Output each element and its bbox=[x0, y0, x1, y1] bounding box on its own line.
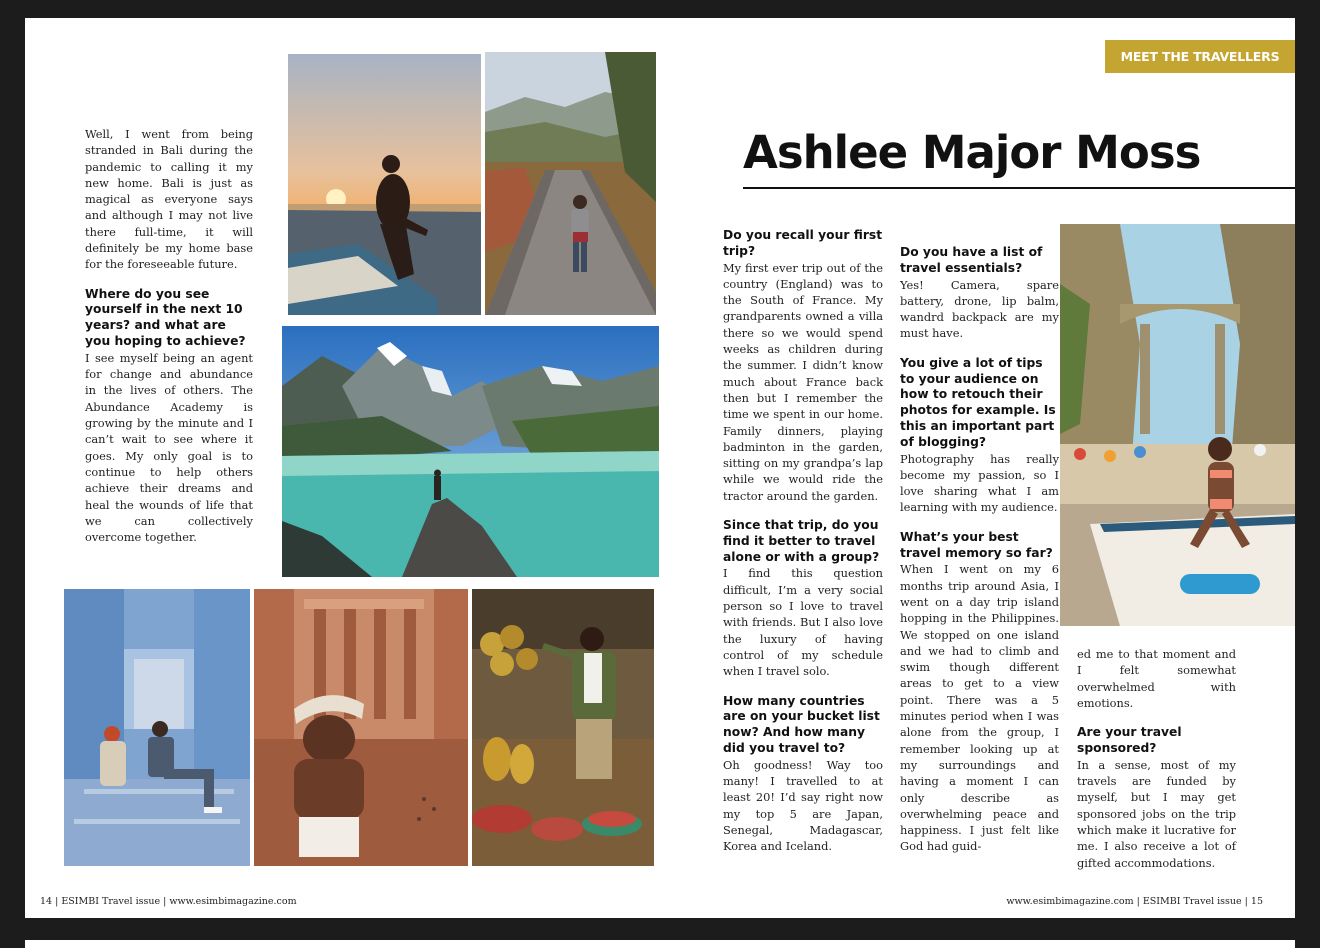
magazine-spread bbox=[25, 18, 1295, 918]
answer-paragraph: When I went on my 6 months trip around Asia, I went on a day trip island hopping in the Philippines. We stopped on one island and we had to climb and swim though different areas to get to a view point. There was a 5 minutes period when I was alone from the group, I remember looking up at my surroundings and having a moment I can only describe as overwhelming peace and happiness. I just felt like God had guid- bbox=[900, 562, 1059, 854]
question-heading: Do you have a list of travel essentials? bbox=[900, 245, 1043, 275]
question-heading: Are your travel sponsored? bbox=[1077, 725, 1182, 755]
title-divider bbox=[743, 187, 1295, 189]
photo-great-wall bbox=[485, 52, 656, 315]
question-heading: What’s your best travel memory so far? bbox=[900, 529, 1053, 560]
photo-sunset-boat bbox=[288, 54, 481, 315]
section-tag: MEET THE TRAVELLERS bbox=[1105, 40, 1295, 73]
article-column-1 bbox=[723, 228, 883, 868]
answer-paragraph: In a sense, most of my travels are funded by myself, but I may get sponsored jobs on the trip which make it lucrative for me. I also receive a lot of gifted accommodations. bbox=[1077, 757, 1236, 870]
question-heading: Since that trip, do you find it better to travel alone or with a group? bbox=[723, 518, 880, 564]
photo-petra bbox=[254, 589, 468, 866]
photo-cliff-beach-boat bbox=[1060, 224, 1295, 626]
answer-paragraph: I see myself being an agent for change and abundance in the lives of others. The Abundance Academy is growing by the minute and I can’t wait to see where it goes. My only goal is to continue to help others achieve their dreams and heal the wounds of life that we can collectively overcome together. bbox=[85, 350, 253, 545]
left-column-text bbox=[85, 126, 253, 559]
article-column-3 bbox=[1077, 646, 1236, 885]
footer-right: www.esimbimagazine.com | ESIMBI Travel issue | 15 bbox=[1006, 896, 1263, 907]
answer-paragraph: I find this question difficult, I’m a very social person so I love to travel with friends. But I also love the luxury of having control of my schedule when I travel solo. bbox=[723, 566, 883, 679]
article-column-2 bbox=[900, 245, 1059, 869]
answer-paragraph: Oh goodness! Way too many! I travelled to at least 20! I’d say right now my top 5 are Japan, Senegal, Madagascar, Korea and Iceland. bbox=[723, 757, 883, 854]
next-page-edge bbox=[25, 940, 1295, 948]
article-title: Ashlee Major Moss bbox=[743, 126, 1201, 179]
footer-left: 14 | ESIMBI Travel issue | www.esimbimagazine.com bbox=[40, 896, 297, 907]
answer-paragraph: My first ever trip out of the country (England) was to the South of France. My grandparents owned a villa there so we would spend weeks as children during the summer. I didn’t know much about France back then but I remember the time we spent in our home. Family dinners, playing badminton in the garden, sitting on my grandpa’s lap while we would ride the tractor around the garden. bbox=[723, 260, 883, 503]
question-heading: Do you recall your first trip? bbox=[723, 228, 883, 258]
question-heading: You give a lot of tips to your audience on how to retouch their photos for example. Is this an important part of blogging? bbox=[900, 355, 1056, 449]
question-heading: How many countries are on your bucket list now? And how many did you travel to? bbox=[723, 693, 880, 755]
question-heading: Where do you see yourself in the next 10 years? and what are you hoping to achieve? bbox=[85, 286, 246, 349]
photo-mountain-lake bbox=[282, 326, 659, 577]
photo-fruit-market bbox=[472, 589, 654, 866]
answer-continuation: ed me to that moment and I felt somewhat overwhelmed with emotions. bbox=[1077, 647, 1236, 710]
answer-paragraph: Photography has really become my passion, so I love sharing what I am learning with my audience. bbox=[900, 451, 1059, 515]
photo-blue-alley bbox=[64, 589, 250, 866]
answer-paragraph: Yes! Camera, spare battery, drone, lip balm, wandrd backpack are my must have. bbox=[900, 277, 1059, 341]
intro-paragraph: Well, I went from being stranded in Bali during the pandemic to calling it my new home. Bali is just as magical as everyone says and although I may not live there full-time, it will definitely be my home base for the foreseeable future. bbox=[85, 127, 253, 272]
